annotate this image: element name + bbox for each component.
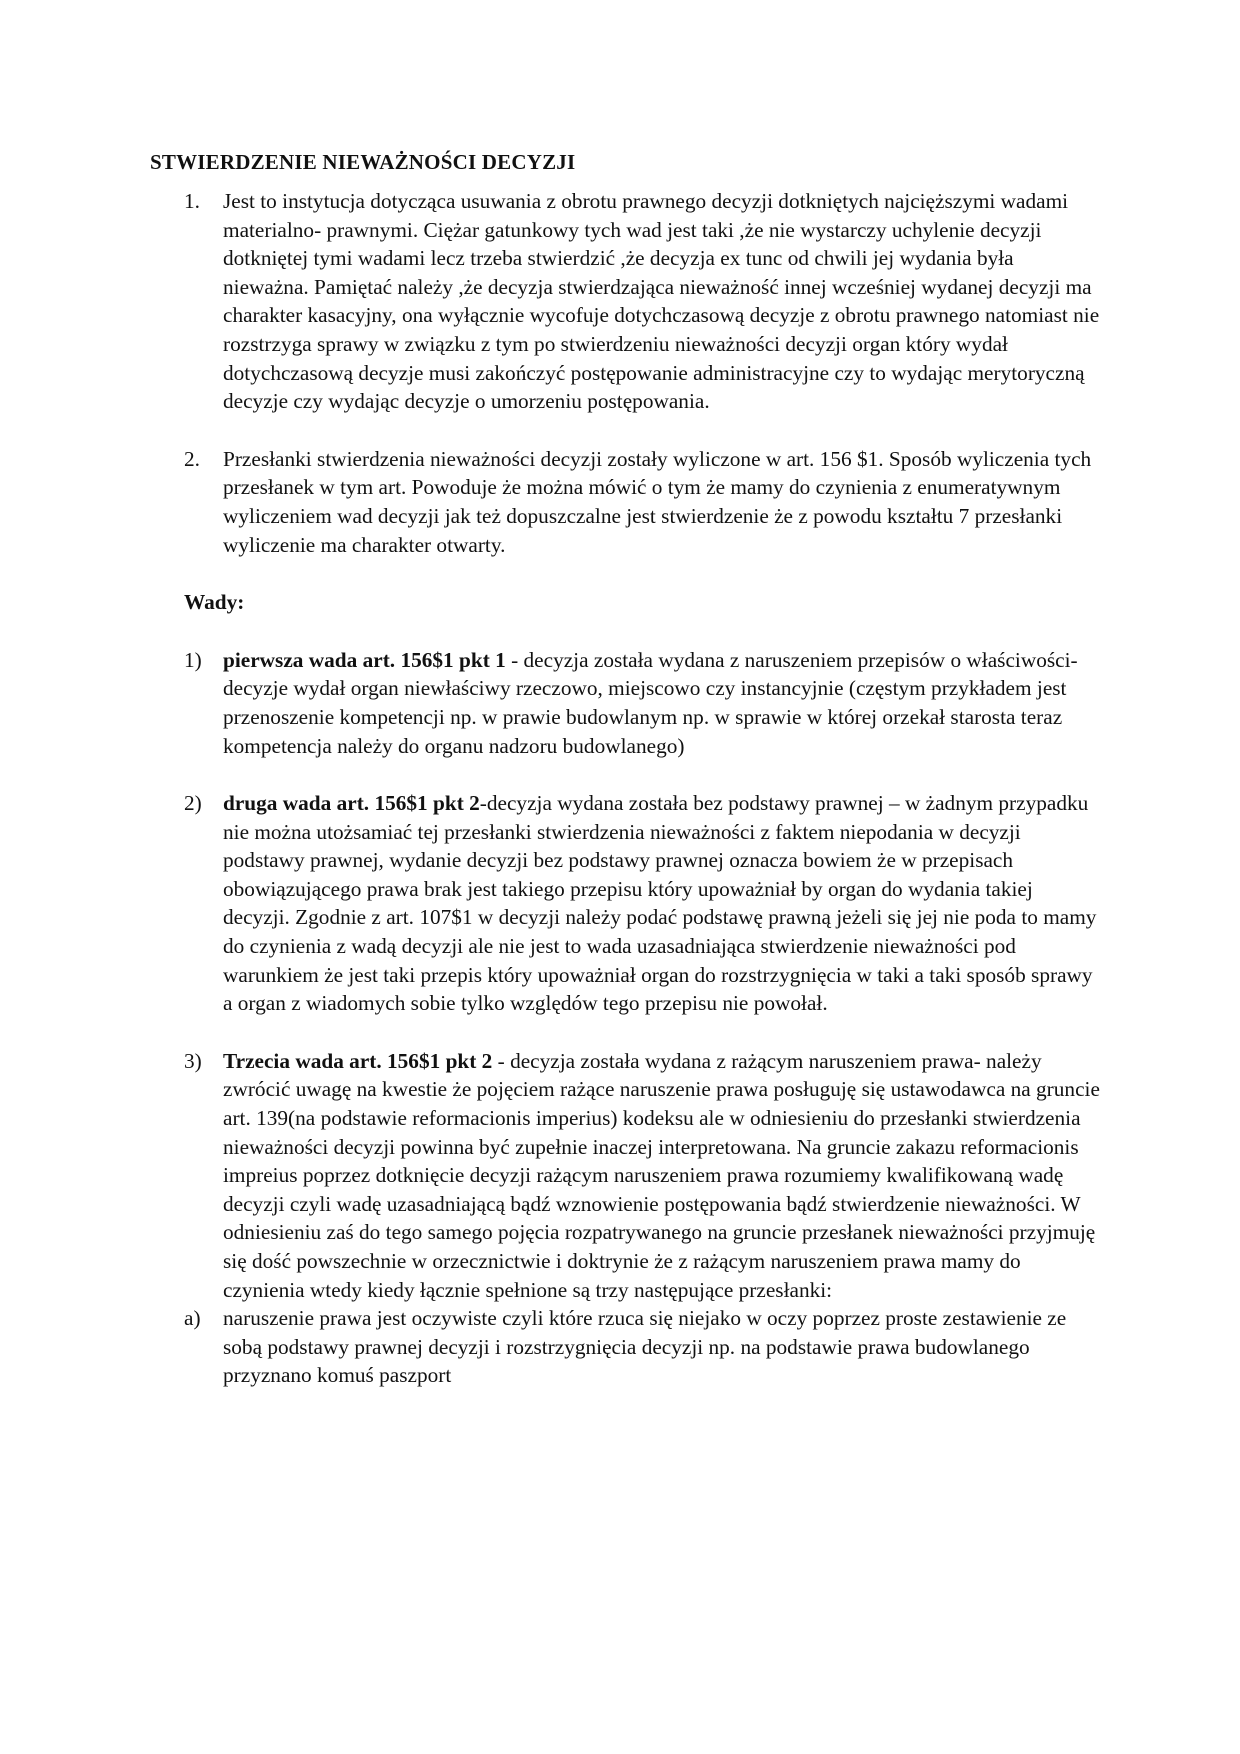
list-marker: 2.: [184, 446, 200, 471]
paragraph-text: [223, 646, 1100, 760]
document-title: STWIERDZENIE NIEWAŻNOŚCI DECYZJI: [150, 150, 576, 174]
defect-heading: pierwsza wada art. 156$1 pkt 1: [223, 647, 506, 672]
paragraph-text: Jest to instytucja dotycząca usuwania z obrotu prawnego decyzji dotkniętych najcięższymi wadami materialno- prawnymi. Ciężar gatunkowy tych wad jest taki ,że nie wystarczy uchylenie decyzji dotkniętej tymi wadami lecz trzeba stwierdzić ,że decyzja ex tunc od chwili jej wydania była nieważna. Pamiętać należy ,że decyzja stwierdzająca nieważność innej wcześniej wydanej decyzji ma charakter kasacyjny, ona wyłącznie wycofuje dotychczasową decyzje z obrotu prawnego natomiast nie rozstrzyga sprawy w związku z tym po stwierdzeniu nieważności decyzji organ który wydał dotychczasową decyzje musi zakończyć postępowanie administracyjne czy to wydając merytoryczną decyzje czy wydając decyzje o umorzeniu postępowania.: [223, 189, 1100, 414]
list-marker: 1): [184, 647, 202, 672]
numbered-list: [150, 187, 1100, 559]
list-item: [150, 789, 1100, 1018]
list-item: [150, 187, 1100, 416]
paragraph-text: naruszenie prawa jest oczywiste czyli które rzuca się niejako w oczy poprzez proste zestawienie ze sobą podstawy prawnej decyzji i rozstrzygnięcia decyzji np. na podstawie prawa budowlanego przyznano komuś paszport: [223, 1306, 1067, 1388]
defects-list: [150, 646, 1100, 1390]
paragraph-text: Przesłanki stwierdzenia nieważności decyzji zostały wyliczone w art. 156 $1. Sposób wyliczenia tych przesłanek w tym art. Powoduje że można mówić o tym że mamy do czynienia z enumeratywnym wyliczeniem wad decyzji jak też dopuszczalne jest stwierdzenie że z powodu kształtu 7 przesłanki wyliczenie ma charakter otwarty.: [223, 446, 1092, 557]
list-item: [150, 445, 1100, 559]
defect-heading: Trzecia wada art. 156$1 pkt 2: [223, 1048, 493, 1073]
list-item: [150, 1304, 1100, 1390]
list-marker: 2): [184, 791, 202, 816]
paragraph-text: [223, 1047, 1100, 1304]
list-marker: a): [184, 1306, 201, 1331]
list-marker: 3): [184, 1048, 202, 1073]
section-heading: Wady:: [184, 590, 245, 615]
list-marker: 1.: [184, 189, 200, 213]
defect-description: -decyzja wydana została bez podstawy prawnej – w żadnym przypadku nie można utożsamiać tej przesłanki stwierdzenia nieważności z faktem niepodania w decyzji podstawy prawnej, wydanie decyzji bez podstawy prawnej oznacza bowiem że w przepisach obowiązującego prawa brak jest takiego przepisu który upoważniał by organ do wydania takiej decyzji. Zgodnie z art. 107$1 w decyzji należy podać podstawę prawną jeżeli się jej nie poda to mamy do czynienia z wadą decyzji ale nie jest to wada uzasadniająca stwierdzenie nieważności pod warunkiem że jest taki przepis który upoważniał organ do rozstrzygnięcia w taki a taki sposób sprawy a organ z wiadomych sobie tylko względów tego przepisu nie powołał.: [223, 791, 1097, 1016]
list-item: [150, 646, 1100, 760]
list-item: [150, 1047, 1100, 1304]
defect-description: - decyzja została wydana z naruszeniem przepisów o właściwości- decyzje wydał organ niewłaściwy rzeczowo, miejscowo czy instancyjnie (częstym przykładem jest przenoszenie kompetencji np. w prawie budowlanym np. w sprawie w której orzekał starosta teraz kompetencja należy do organu nadzoru budowlanego): [223, 647, 1078, 758]
paragraph-text: [223, 789, 1100, 1018]
defect-heading: druga wada art. 156$1 pkt 2: [223, 791, 480, 816]
defect-description: - decyzja została wydana z rażącym naruszeniem prawa- należy zwrócić uwagę na kwestie że pojęciem rażące naruszenie prawa posługuję się ustawodawca na gruncie art. 139(na podstawie reformacionis imperius) kodeksu ale w odniesieniu do przesłanki stwierdzenia nieważności decyzji powinna być zupełnie inaczej interpretowana. Na gruncie zakazu reformacionis impreius poprzez dotknięcie decyzji rażącym naruszeniem prawa rozumiemy kwalifikowaną wadę decyzji czyli wadę uzasadniającą bądź wznowienie postępowania bądź stwierdzenie nieważności. W odniesieniu zaś do tego samego pojęcia rozpatrywanego na gruncie przesłanek nieważności przyjmuję się dość powszechnie w orzecznictwie i doktrynie że z rażącym naruszeniem prawa mamy do czynienia wtedy kiedy łącznie spełnione są trzy następujące przesłanki:: [223, 1048, 1100, 1302]
